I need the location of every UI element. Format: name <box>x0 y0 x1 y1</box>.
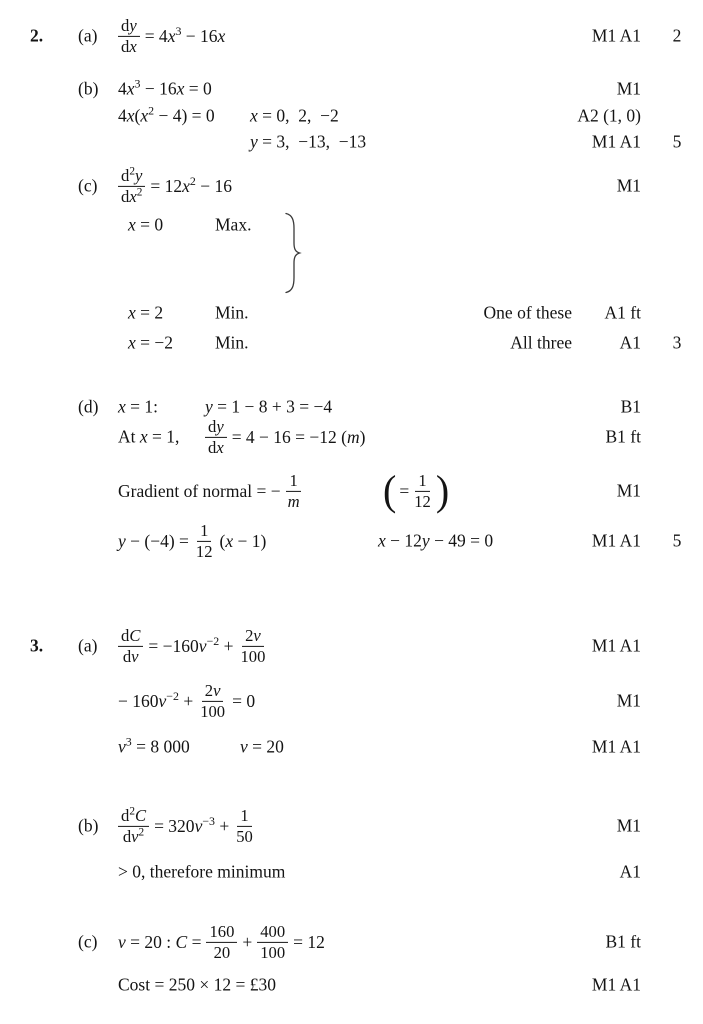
solution-y-values: y = 3, −13, −13 <box>250 131 367 152</box>
fraction <box>118 16 140 56</box>
equation: = $12x^2 - 16$ <box>150 173 232 196</box>
numerator: 1 <box>197 521 211 542</box>
q2d-row2 <box>0 414 703 460</box>
q2c-row2 <box>0 212 703 238</box>
fraction <box>118 626 143 666</box>
q2c-row3 <box>0 300 703 326</box>
working <box>118 471 302 511</box>
q3a-row2 <box>0 675 703 727</box>
q2c-row1 <box>0 162 703 210</box>
marks: M1 A1 <box>591 131 641 152</box>
equation: = 4 − 16 = −12 (m) <box>231 426 366 447</box>
fraction <box>194 521 215 561</box>
denominator: dv <box>122 646 139 666</box>
marks: M1 <box>616 175 641 196</box>
equation: $4x(x^2 - 4) = 0$ <box>118 103 215 126</box>
marks: M1 A1 <box>591 635 641 656</box>
total-marks: 5 <box>672 131 682 152</box>
denominator: dx <box>121 36 137 56</box>
marks: M1 A1 <box>591 25 641 46</box>
fraction <box>198 681 227 721</box>
q2d-row3 <box>0 466 703 516</box>
q3a-row1 <box>0 620 703 672</box>
marks: A2 (1, 0) <box>577 105 641 126</box>
working <box>118 922 325 962</box>
marks: B1 ft <box>605 931 641 952</box>
marks: M1 A1 <box>591 974 641 995</box>
q3b-row1 <box>0 800 703 852</box>
fraction <box>257 922 288 962</box>
numerator: 160 <box>206 922 237 943</box>
part-label: (b) <box>78 78 99 99</box>
denominator: m <box>287 491 300 511</box>
open-paren: ( <box>383 466 397 515</box>
plus-sign: + <box>242 931 253 952</box>
equation: $4x^3 - 16x = 0$ <box>118 76 212 99</box>
fraction <box>286 471 302 511</box>
denominator: 100 <box>240 646 266 666</box>
q3c-row2 <box>0 972 703 998</box>
fraction <box>118 806 149 846</box>
working <box>118 521 266 561</box>
fraction <box>206 922 237 962</box>
equation: = $4x^3 - 16x$ <box>144 23 226 46</box>
equation: = 0 <box>232 690 256 711</box>
numerator: $d^2C$ <box>118 806 149 827</box>
marking-note: All three <box>510 332 572 353</box>
part-label: (c) <box>78 175 98 196</box>
classification: Max. <box>215 214 252 235</box>
part-label: (d) <box>78 396 99 417</box>
marks: A1 <box>619 861 641 882</box>
marks: M1 A1 <box>591 530 641 551</box>
numerator: dy <box>118 16 140 37</box>
marks: M1 <box>616 480 641 501</box>
numerator: $d^2y$ <box>118 166 145 187</box>
working <box>118 681 255 721</box>
part-label: (a) <box>78 635 98 656</box>
equation: v = 20 : C = <box>118 931 202 952</box>
stationary-point: x = 0 <box>128 214 164 235</box>
equation: y = 1 − 8 + 3 = −4 <box>205 396 333 417</box>
numerator: 400 <box>257 922 288 943</box>
working <box>118 626 267 666</box>
substitution: x = 1: <box>118 396 159 417</box>
equals-sign: = <box>399 480 410 501</box>
conclusion: > 0, therefore minimum <box>118 861 286 882</box>
stationary-point: x = −2 <box>128 332 174 353</box>
denominator: 20 <box>213 942 231 962</box>
marks: B1 ft <box>605 426 641 447</box>
statement: Gradient of normal = − <box>118 480 281 501</box>
question-number: 3. <box>30 635 44 656</box>
marks: A1 ft <box>604 302 641 323</box>
equation: $v^3 = 8$ 000 <box>118 734 190 757</box>
equation: − $160v^{-2}$ + <box>118 688 194 711</box>
q2b-row3 <box>0 129 703 155</box>
denominator: 100 <box>260 942 286 962</box>
marking-note: One of these <box>483 302 572 323</box>
numerator: 2v <box>202 681 224 702</box>
denominator: $dx^2$ <box>121 185 143 206</box>
q2b-row1 <box>0 76 703 102</box>
equation: y − (−4) = <box>118 530 189 551</box>
result: = 12 <box>293 931 325 952</box>
part-label: (b) <box>78 815 99 836</box>
close-paren: ) <box>435 466 450 515</box>
parenthetical-value <box>383 466 450 515</box>
final-equation: x − 12y − 49 = 0 <box>378 530 494 551</box>
q3c-row1 <box>0 916 703 968</box>
fraction <box>238 626 267 666</box>
marks: M1 A1 <box>591 736 641 757</box>
denominator: dx <box>208 437 224 457</box>
total-marks: 3 <box>672 332 682 353</box>
working <box>205 417 365 457</box>
denominator: 100 <box>200 701 226 721</box>
curly-brace-icon <box>284 212 302 294</box>
equation: (x − 1) <box>219 530 267 551</box>
q3b-row2 <box>0 859 703 885</box>
denominator: 12 <box>195 541 213 561</box>
numerator: dy <box>205 417 227 438</box>
numerator: 1 <box>415 471 429 492</box>
fraction <box>234 806 255 846</box>
marks: A1 <box>619 332 641 353</box>
working <box>118 806 255 846</box>
part-label: (a) <box>78 25 98 46</box>
classification: Min. <box>215 302 249 323</box>
numerator: 1 <box>286 471 300 492</box>
solution: v = 20 <box>240 736 284 757</box>
denominator: $dv^2$ <box>122 825 145 846</box>
q2c-row4 <box>0 330 703 356</box>
marks: B1 <box>620 396 641 417</box>
substitution: At x = 1, <box>118 426 180 447</box>
classification: Min. <box>215 332 249 353</box>
denominator: 50 <box>236 826 253 846</box>
fraction <box>205 417 227 457</box>
fraction <box>412 471 433 511</box>
q2b-row2 <box>0 103 703 129</box>
question-number: 2. <box>30 25 44 46</box>
q3a-row3 <box>0 734 703 760</box>
fraction <box>118 166 145 206</box>
q2d-row4 <box>0 516 703 566</box>
stationary-point: x = 2 <box>128 302 164 323</box>
marks: M1 <box>616 815 641 836</box>
working <box>118 16 225 56</box>
equation: = $320v^{-3}$ + <box>154 813 230 836</box>
equation: = $-160v^{-2}$ + <box>148 633 234 656</box>
total-marks: 5 <box>672 530 682 551</box>
numerator: dC <box>118 626 143 647</box>
marks: M1 <box>616 690 641 711</box>
part-label: (c) <box>78 931 98 952</box>
numerator: 2v <box>242 626 264 647</box>
solution-x-values: x = 0, 2, −2 <box>250 105 339 126</box>
denominator: 12 <box>414 491 431 511</box>
working <box>118 166 232 206</box>
numerator: 1 <box>237 806 251 827</box>
total-marks: 2 <box>672 25 682 46</box>
q2a-row <box>0 12 703 60</box>
cost-statement: Cost = 250 × 12 = £30 <box>118 974 276 995</box>
marks: M1 <box>616 78 641 99</box>
